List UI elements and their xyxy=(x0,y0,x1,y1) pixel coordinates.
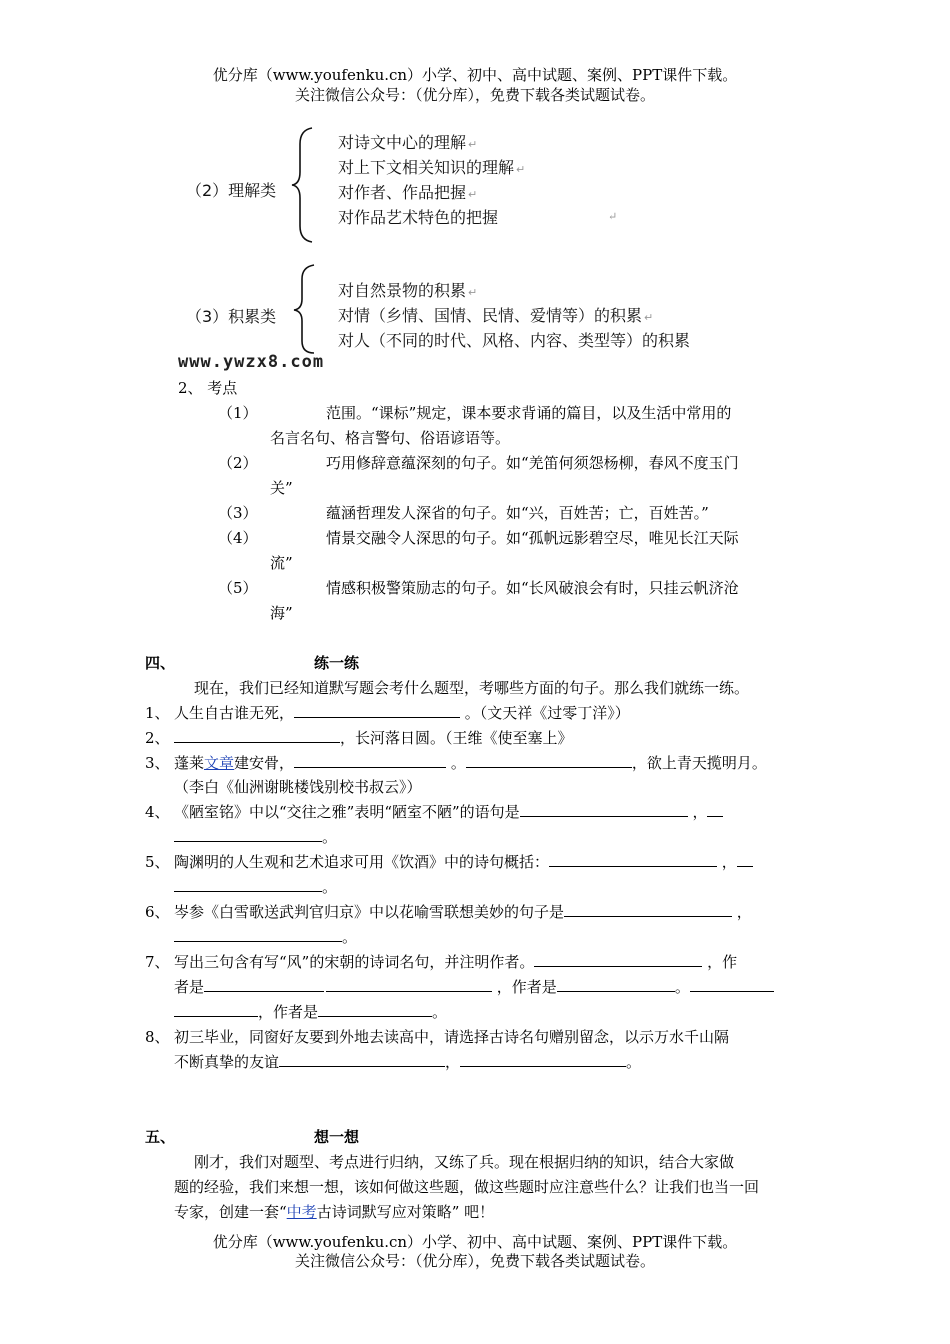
answer-blank[interactable] xyxy=(326,977,492,992)
group3-item: 对情（乡情、国情、民情、爱情等）的积累 ↵ xyxy=(338,306,654,325)
question-4: 《陋室铭》中以“交往之雅”表明“陋室不陋”的语句是 ， xyxy=(174,801,723,822)
answer-blank[interactable] xyxy=(549,852,717,867)
kaodian-cont: 关” xyxy=(270,479,293,497)
answer-blank[interactable] xyxy=(318,1002,432,1017)
section5-para-line: 题的经验，我们来想一想，该如何做这些题，做这些题时应注意些什么？让我们也当一回 xyxy=(174,1178,760,1196)
question-6: 岑参《白雪歌送武判官归京》中以花喻雪联想美妙的句子是 ， xyxy=(174,903,752,921)
question-number: 6、 xyxy=(145,903,170,921)
answer-blank[interactable] xyxy=(204,977,324,992)
link-zhongkao[interactable]: 中考 xyxy=(286,1203,317,1221)
group2-item: 对作品艺术特色的把握 xyxy=(338,208,499,227)
kaodian-title: 2、 考点 xyxy=(178,379,238,397)
question-number: 2、 xyxy=(145,729,170,747)
question-number: 7、 xyxy=(145,953,170,971)
kaodian-cont: 流” xyxy=(270,554,293,572)
answer-blank[interactable] xyxy=(460,1052,626,1067)
kaodian-num: （4） xyxy=(218,529,258,547)
answer-blank[interactable] xyxy=(174,1002,258,1017)
brace-icon xyxy=(288,126,318,244)
brace-icon xyxy=(290,263,320,355)
question-3: 蓬莱文章建安骨， 。 ，欲上青天揽明月。 xyxy=(174,754,767,772)
group2-item: 对上下文相关知识的理解 ↵ xyxy=(338,158,526,177)
answer-blank[interactable] xyxy=(279,1052,445,1067)
link-article[interactable]: 文章 xyxy=(204,754,235,772)
question-number: 4、 xyxy=(145,803,170,821)
group2-item: 对诗文中心的理解 ↵ xyxy=(338,133,478,152)
kaodian-num: （1） xyxy=(218,404,258,422)
section5-title: 想一想 xyxy=(314,1128,360,1146)
answer-blank[interactable] xyxy=(294,753,446,768)
group2-label: （2）理解类 xyxy=(186,181,277,200)
question-number: 8、 xyxy=(145,1028,170,1046)
kaodian-text: 情景交融令人深思的句子。如“孤帆远影碧空尽，唯见长江天际 xyxy=(326,529,739,547)
question-8: 初三毕业，同窗好友要到外地去读高中，请选择古诗名句赠别留念，以示万水千山隔 xyxy=(174,1028,730,1046)
section4-number: 四、 xyxy=(145,654,176,672)
question-5-cont: 。 xyxy=(174,876,337,897)
kaodian-text: 蕴涵哲理发人深省的句子。如“兴，百姓苦；亡，百姓苦。” xyxy=(326,504,709,522)
kaodian-cont: 名言名句、格言警句、俗语谚语等。 xyxy=(270,429,511,447)
answer-blank[interactable] xyxy=(174,877,322,892)
question-7-cont: 者是 ，作者是 。 xyxy=(174,976,774,997)
footer-line-1: 优分库（www.youfenku.cn）小学、初中、高中试题、案例、PPT课件下载。 xyxy=(212,1233,738,1251)
question-number: 3、 xyxy=(145,754,170,772)
answer-blank[interactable] xyxy=(174,827,322,842)
header-line-1: 优分库（www.youfenku.cn）小学、初中、高中试题、案例、PPT课件下载。 xyxy=(212,66,738,84)
return-mark-icon: ↵ xyxy=(608,210,618,223)
answer-blank[interactable] xyxy=(564,902,732,917)
group3-item: 对人（不同的时代、风格、内容、类型等）的积累 xyxy=(338,331,691,350)
answer-blank[interactable] xyxy=(737,852,753,867)
question-4-cont: 。 xyxy=(174,826,337,847)
answer-blank[interactable] xyxy=(707,802,723,817)
question-8-cont: 不断真挚的友谊 ， 。 xyxy=(174,1053,642,1071)
section4-title: 练一练 xyxy=(314,654,360,672)
question-1: 人生自古谁无死， 。（文天祥《过零丁洋》） xyxy=(174,704,630,722)
group3-label: （3）积累类 xyxy=(186,307,277,326)
group2-item: 对作者、作品把握 ↵ xyxy=(338,183,478,202)
kaodian-text: 范围。“课标”规定，课本要求背诵的篇目，以及生活中常用的 xyxy=(326,404,732,422)
kaodian-cont: 海” xyxy=(270,604,293,622)
section4-intro: 现在，我们已经知道默写题会考什么题型，考哪些方面的句子。那么我们就练一练。 xyxy=(194,679,750,697)
answer-blank[interactable] xyxy=(520,802,688,817)
answer-blank[interactable] xyxy=(534,952,702,967)
question-5: 陶渊明的人生观和艺术追求可用《饮酒》中的诗句概括： ， xyxy=(174,851,753,872)
question-number: 1、 xyxy=(145,704,170,722)
kaodian-num: （5） xyxy=(218,579,258,597)
header-line-2: 关注微信公众号：（优分库），免费下载各类试题试卷。 xyxy=(294,86,655,104)
question-7: 写出三句含有写“风”的宋朝的诗词名句，并注明作者。 ，作 xyxy=(174,953,738,971)
answer-blank[interactable] xyxy=(557,977,675,992)
answer-blank[interactable] xyxy=(294,703,460,718)
answer-blank[interactable] xyxy=(174,927,342,942)
question-6-cont: 。 xyxy=(174,926,357,947)
question-3-source: （李白《仙洲谢眺楼饯别校书叔云》） xyxy=(174,778,422,796)
kaodian-num: （3） xyxy=(218,504,258,522)
section5-para-line: 刚才，我们对题型、考点进行归纳，又练了兵。现在根据归纳的知识，结合大家做 xyxy=(194,1153,735,1171)
answer-blank[interactable] xyxy=(174,728,340,743)
kaodian-text: 情感积极警策励志的句子。如“长风破浪会有时，只挂云帆济沧 xyxy=(326,579,739,597)
section5-number: 五、 xyxy=(145,1128,176,1146)
footer-line-2: 关注微信公众号：（优分库），免费下载各类试题试卷。 xyxy=(294,1252,655,1270)
watermark: www.ywzx8.com xyxy=(178,352,325,372)
question-2: ，长河落日圆。（王维《使至塞上》 xyxy=(174,727,573,748)
kaodian-num: （2） xyxy=(218,454,258,472)
question-7-cont2: ，作者是 。 xyxy=(174,1001,447,1022)
group3-item: 对自然景物的积累 ↵ xyxy=(338,281,478,300)
section5-para-line: 专家，创建一套“中考古诗词默写应对策略” 吧！ xyxy=(174,1203,495,1221)
kaodian-text: 巧用修辞意蕴深刻的句子。如“羌笛何须怨杨柳，春风不度玉门 xyxy=(326,454,739,472)
answer-blank[interactable] xyxy=(466,753,632,768)
question-number: 5、 xyxy=(145,853,170,871)
answer-blank[interactable] xyxy=(690,977,774,992)
